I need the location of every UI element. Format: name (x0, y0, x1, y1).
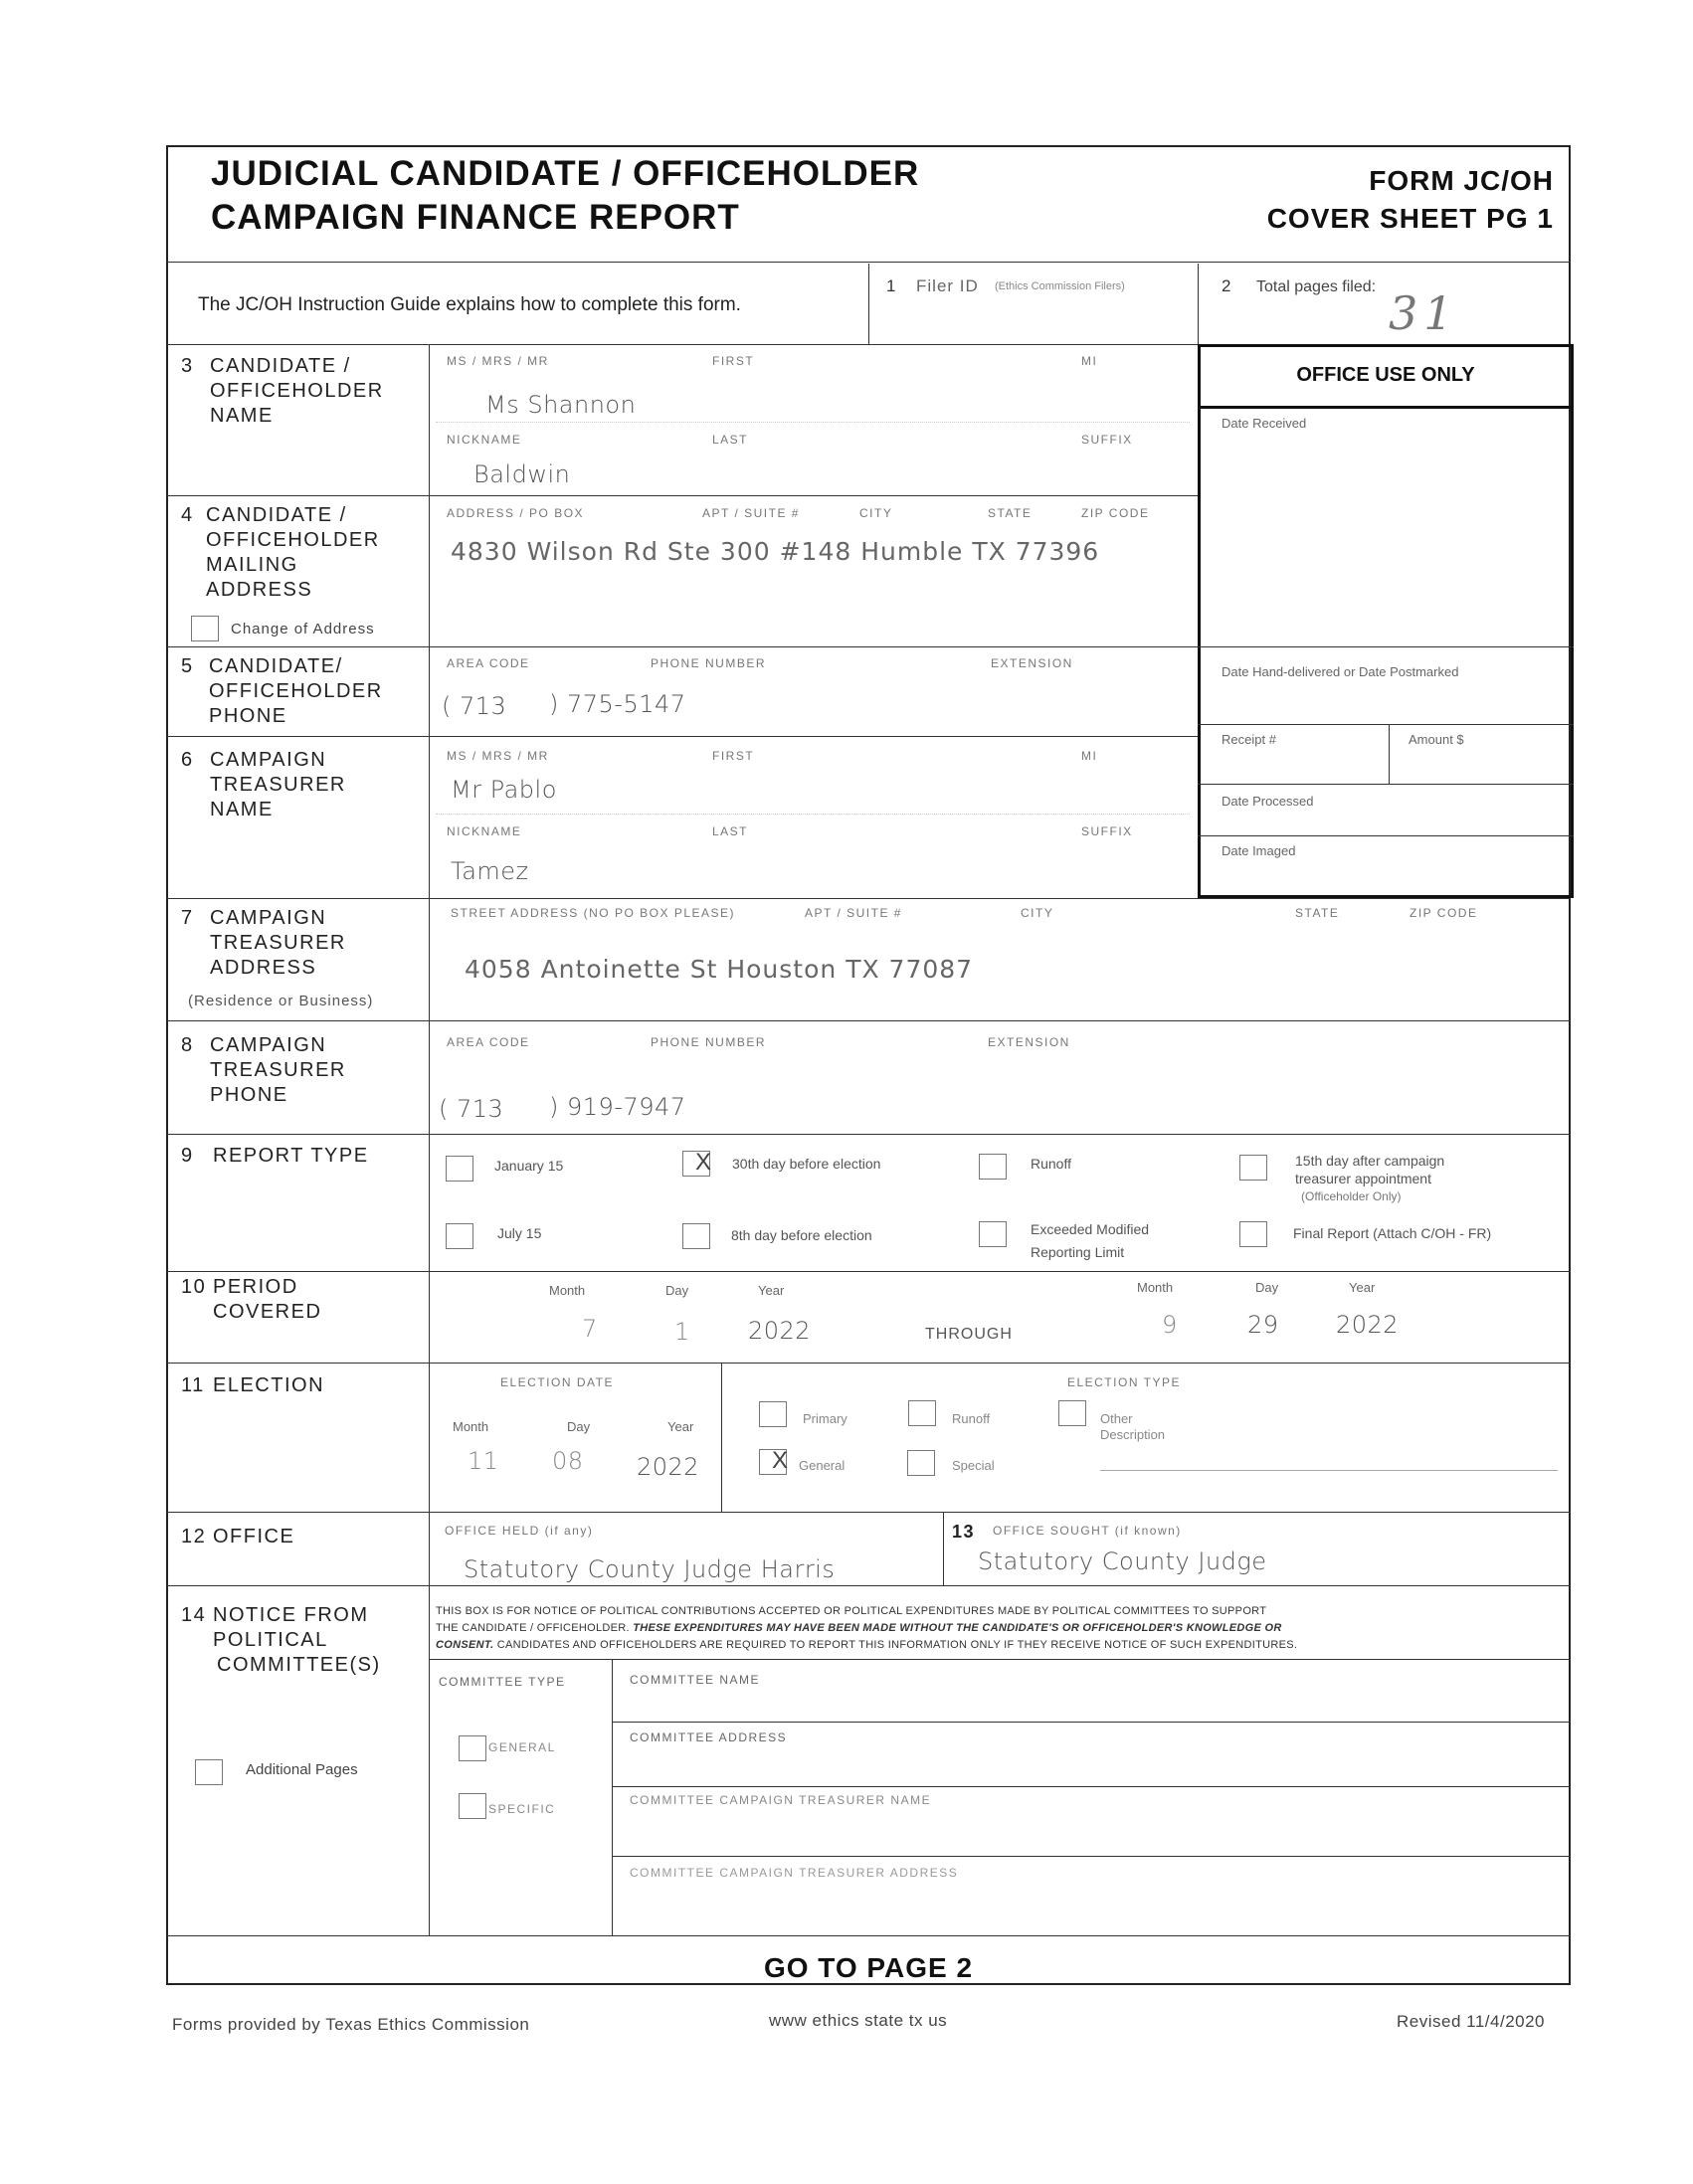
committee-name-label: COMMITTEE NAME (630, 1673, 760, 1687)
additional-pages-checkbox[interactable] (195, 1759, 223, 1785)
sec10-from-year-label: Year (758, 1283, 785, 1298)
sec11-label: ELECTION (213, 1374, 325, 1396)
go-to-page-2[interactable]: GO TO PAGE 2 (763, 1952, 974, 1983)
sec8-label-3: PHONE (210, 1084, 288, 1106)
office-sought-label: OFFICE SOUGHT (if known) (993, 1524, 1182, 1538)
election-other-label-2: Description (1100, 1427, 1166, 1442)
committee-address-label: COMMITTEE ADDRESS (630, 1730, 788, 1744)
date-processed-label: Date Processed (1222, 794, 1314, 809)
candidate-mailing-address[interactable]: 4830 Wilson Rd Ste 300 #148 Humble TX 77396 (451, 537, 1100, 566)
date-imaged-label: Date Imaged (1222, 843, 1296, 858)
report-runoff-label: Runoff (1031, 1156, 1071, 1172)
sec3-first-label: FIRST (712, 354, 755, 368)
sec3-label-3: NAME (210, 405, 274, 427)
sec5-ext-label: EXTENSION (991, 656, 1073, 670)
notice-line-3a: CONSENT. (436, 1639, 494, 1651)
footer-right: Revised 11/4/2020 (1397, 2012, 1546, 2031)
sec4-zip-label: ZIP CODE (1081, 506, 1150, 520)
date-hand-label: Date Hand-delivered or Date Postmarked (1222, 664, 1459, 679)
divider (943, 1512, 944, 1585)
sec5-area-label: AREA CODE (447, 656, 530, 670)
form-subtitle: COVER SHEET PG 1 (1266, 203, 1554, 234)
change-of-address-checkbox[interactable] (191, 616, 219, 641)
divider (1198, 406, 1574, 409)
candidate-area-code[interactable]: ( 713 (442, 692, 507, 720)
divider (166, 898, 1571, 899)
sec6-label-1: CAMPAIGN (210, 749, 327, 771)
sec3-label-1: CANDIDATE / (210, 355, 351, 377)
sec4-address-label: ADDRESS / PO BOX (447, 506, 585, 520)
sec10-to-day-label: Day (1255, 1280, 1279, 1295)
candidate-first-name[interactable]: Ms Shannon (485, 391, 637, 419)
sec14-label-3: COMMITTEE(S) (217, 1654, 381, 1676)
sec7-apt-label: APT / SUITE # (805, 906, 902, 920)
sec4-label-3: MAILING (206, 554, 298, 576)
report-30th-label: 30th day before election (732, 1156, 881, 1172)
committee-treasurer-label: COMMITTEE CAMPAIGN TREASURER NAME (630, 1793, 932, 1807)
sec3-num: 3 (181, 355, 194, 377)
report-final-checkbox[interactable] (1239, 1221, 1267, 1247)
filer-id-label: Filer ID (916, 276, 979, 295)
sec6-prefix-label: MS / MRS / MR (447, 749, 549, 763)
divider (166, 344, 1198, 345)
committee-treasurer-address-label: COMMITTEE CAMPAIGN TREASURER ADDRESS (630, 1866, 959, 1880)
sec6-suffix-label: SUFFIX (1081, 824, 1133, 838)
report-exceeded-checkbox[interactable] (979, 1221, 1007, 1247)
sec7-street-label: STREET ADDRESS (NO PO BOX PLEASE) (451, 906, 736, 920)
divider (612, 1856, 1571, 1857)
sec3-last-label: LAST (712, 433, 749, 447)
notice-line-3 (436, 1639, 1297, 1651)
divider (1198, 724, 1574, 725)
other-description-line (1100, 1470, 1558, 1471)
form-title-line1: JUDICIAL CANDIDATE / OFFICEHOLDER (211, 154, 920, 193)
total-pages-value[interactable]: 31 (1389, 286, 1459, 340)
sec6-num: 6 (181, 749, 194, 771)
treasurer-area-code[interactable]: ( 713 (439, 1095, 504, 1123)
period-to-month[interactable]: 9 (1162, 1311, 1178, 1339)
notice-line-2a: THE CANDIDATE / OFFICEHOLDER. (436, 1622, 634, 1634)
sec5-label-2: OFFICEHOLDER (209, 680, 383, 702)
period-to-year[interactable]: 2022 (1336, 1311, 1400, 1339)
election-runoff-label: Runoff (952, 1411, 991, 1426)
sec6-nickname-label: NICKNAME (447, 824, 522, 838)
report-final-label: Final Report (Attach C/OH - FR) (1293, 1225, 1492, 1241)
report-8th-label: 8th day before election (731, 1227, 872, 1243)
footer-center[interactable]: www ethics state tx us (769, 2011, 948, 2030)
divider (436, 814, 1190, 815)
election-other-label-1: Other (1100, 1411, 1133, 1426)
report-15th-label-2: treasurer appointment (1295, 1171, 1431, 1186)
divider (166, 1363, 1571, 1364)
sec8-phone-label: PHONE NUMBER (651, 1035, 767, 1049)
divider (612, 1659, 613, 1935)
sec3-prefix-label: MS / MRS / MR (447, 354, 549, 368)
sec11-type-label: ELECTION TYPE (1067, 1375, 1181, 1389)
instruction-text: The JC/OH Instruction Guide explains how to complete this form. (198, 294, 741, 315)
committee-specific-label: SPECIFIC (488, 1802, 556, 1816)
divider (612, 1722, 1571, 1723)
divider (166, 1134, 1571, 1135)
divider (1198, 835, 1574, 836)
divider (1198, 264, 1199, 345)
sec7-city-label: CITY (1021, 906, 1054, 920)
election-primary-label: Primary (803, 1411, 847, 1426)
notice-line-3b: CANDIDATES AND OFFICEHOLDERS ARE REQUIRED TO REPORT THIS INFORMATION ONLY IF THEY RECEIVE NOTICE OF SUCH EXPENDITURES. (493, 1639, 1298, 1651)
report-15th-label-3: (Officeholder Only) (1301, 1189, 1402, 1203)
sec8-ext-label: EXTENSION (988, 1035, 1070, 1049)
divider (436, 422, 1190, 423)
divider (166, 736, 1198, 737)
sec14-label-1: NOTICE FROM (213, 1604, 369, 1626)
total-pages-num: 2 (1222, 276, 1231, 295)
sec4-num: 4 (181, 504, 194, 526)
treasurer-last-name[interactable]: Tamez (451, 857, 529, 885)
sec3-mi-label: MI (1081, 354, 1098, 368)
sec7-label-3: ADDRESS (210, 957, 317, 979)
receipt-label: Receipt # (1222, 732, 1276, 747)
divider (429, 1659, 1571, 1660)
sec5-label-1: CANDIDATE/ (209, 655, 343, 677)
sec14-label-2: POLITICAL (213, 1629, 328, 1651)
divider (166, 1935, 1571, 1936)
treasurer-address[interactable]: 4058 Antoinette St Houston TX 77087 (465, 955, 974, 984)
sec7-label-1: CAMPAIGN (210, 907, 327, 929)
period-from-year[interactable]: 2022 (748, 1317, 812, 1345)
office-held-value[interactable]: Statutory County Judge Harris (464, 1555, 836, 1583)
notice-line-2 (436, 1622, 1282, 1634)
election-special-checkbox[interactable] (907, 1450, 935, 1476)
sec13-num: 13 (952, 1522, 976, 1542)
sec9-num: 9 (181, 1145, 194, 1167)
sec8-num: 8 (181, 1034, 194, 1056)
sec8-label-2: TREASURER (210, 1059, 346, 1081)
office-use-title: OFFICE USE ONLY (1296, 364, 1475, 386)
sec14-num: 14 (181, 1604, 207, 1626)
sec4-label-1: CANDIDATE / (206, 504, 347, 526)
sec10-to-year-label: Year (1349, 1280, 1376, 1295)
sec6-label-2: TREASURER (210, 774, 346, 796)
report-15th-checkbox[interactable] (1239, 1155, 1267, 1181)
sec11-year-label: Year (667, 1419, 694, 1434)
office-sought-value[interactable]: Statutory County Judge (978, 1547, 1267, 1575)
sec6-mi-label: MI (1081, 749, 1098, 763)
treasurer-first-name[interactable]: Mr Pablo (451, 776, 557, 804)
report-jan15-checkbox[interactable] (446, 1156, 473, 1182)
election-runoff-checkbox[interactable] (908, 1400, 936, 1426)
date-received-label: Date Received (1222, 416, 1307, 431)
report-exceeded-label-2: Reporting Limit (1031, 1244, 1125, 1260)
sec4-city-label: CITY (859, 506, 893, 520)
sec3-nickname-label: NICKNAME (447, 433, 522, 447)
election-special-label: Special (952, 1458, 995, 1473)
sec7-label-2: TREASURER (210, 932, 346, 954)
sec11-month-label: Month (453, 1419, 489, 1434)
period-from-month[interactable]: 7 (582, 1315, 598, 1343)
election-primary-checkbox[interactable] (759, 1401, 787, 1427)
sec11-date-label: ELECTION DATE (500, 1375, 614, 1389)
sec6-first-label: FIRST (712, 749, 755, 763)
report-jul15-label: July 15 (497, 1225, 542, 1241)
report-30th-mark: X (695, 1149, 712, 1176)
report-15th-label-1: 15th day after campaign (1295, 1153, 1445, 1169)
sec5-label-3: PHONE (209, 705, 287, 727)
sec3-suffix-label: SUFFIX (1081, 433, 1133, 447)
amount-label: Amount $ (1409, 732, 1464, 747)
sec4-apt-label: APT / SUITE # (702, 506, 800, 520)
election-year[interactable]: 2022 (637, 1453, 700, 1481)
divider (166, 1512, 1571, 1513)
committee-general-label: GENERAL (488, 1740, 556, 1754)
total-pages-label: Total pages filed: (1256, 278, 1377, 295)
sec12-label: OFFICE (213, 1526, 295, 1547)
form-number: FORM JC/OH (1369, 165, 1554, 196)
divider (1389, 724, 1390, 784)
change-of-address-label: Change of Address (231, 621, 375, 637)
divider (166, 646, 1198, 647)
divider (1198, 784, 1574, 785)
sec10-num: 10 (181, 1276, 207, 1298)
candidate-phone-number[interactable]: ) 775-5147 (549, 690, 686, 718)
election-general-mark: X (772, 1447, 789, 1474)
sec12-num: 12 (181, 1526, 207, 1547)
candidate-last-name[interactable]: Baldwin (473, 460, 571, 488)
divider (612, 1786, 1571, 1787)
sec11-day-label: Day (567, 1419, 591, 1434)
sec7-sub: (Residence or Business) (188, 993, 374, 1009)
sec4-label-4: ADDRESS (206, 579, 313, 601)
divider (166, 1271, 1571, 1272)
divider (721, 1363, 722, 1512)
sec6-last-label: LAST (712, 824, 749, 838)
committee-general-checkbox[interactable] (459, 1735, 486, 1761)
footer-left: Forms provided by Texas Ethics Commission (172, 2015, 530, 2034)
office-held-label: OFFICE HELD (if any) (445, 1524, 594, 1538)
sec7-zip-label: ZIP CODE (1410, 906, 1478, 920)
divider (868, 264, 869, 345)
period-through-label: THROUGH (925, 1326, 1013, 1343)
election-general-label: General (799, 1458, 846, 1473)
report-8th-checkbox[interactable] (682, 1223, 710, 1249)
divider (166, 1585, 1571, 1586)
sec8-area-label: AREA CODE (447, 1035, 530, 1049)
sec10-from-day-label: Day (665, 1283, 689, 1298)
sec8-label-1: CAMPAIGN (210, 1034, 327, 1056)
notice-line-1: THIS BOX IS FOR NOTICE OF POLITICAL CONTRIBUTIONS ACCEPTED OR POLITICAL EXPENDITURES MADE BY POLITICAL COMMITTEES TO SUPPORT (436, 1605, 1267, 1617)
divider (166, 495, 1198, 496)
sec10-from-month-label: Month (549, 1283, 586, 1298)
report-exceeded-label-1: Exceeded Modified (1031, 1221, 1150, 1237)
filer-id-sublabel: (Ethics Commission Filers) (995, 280, 1125, 292)
divider (429, 344, 430, 1935)
sec7-num: 7 (181, 907, 194, 929)
period-from-day[interactable]: 1 (674, 1318, 690, 1346)
sec10-to-month-label: Month (1137, 1280, 1174, 1295)
election-month[interactable]: 11 (468, 1447, 499, 1475)
form-title-line2: CAMPAIGN FINANCE REPORT (211, 198, 740, 237)
sec4-state-label: STATE (988, 506, 1033, 520)
divider (1198, 646, 1574, 647)
additional-pages-label: Additional Pages (246, 1761, 358, 1778)
treasurer-phone-number[interactable]: ) 919-7947 (549, 1093, 686, 1121)
divider (166, 262, 1571, 263)
committee-type-label: COMMITTEE TYPE (439, 1675, 566, 1689)
sec7-state-label: STATE (1295, 906, 1340, 920)
sec6-label-3: NAME (210, 799, 274, 820)
sec5-phone-label: PHONE NUMBER (651, 656, 767, 670)
election-day[interactable]: 08 (552, 1447, 584, 1475)
report-runoff-checkbox[interactable] (979, 1154, 1007, 1180)
committee-specific-checkbox[interactable] (459, 1793, 486, 1819)
filer-id-num: 1 (886, 276, 896, 295)
sec9-label: REPORT TYPE (213, 1145, 369, 1167)
sec4-label-2: OFFICEHOLDER (206, 529, 380, 551)
sec3-label-2: OFFICEHOLDER (210, 380, 384, 402)
sec10-label-2: COVERED (213, 1301, 322, 1323)
sec11-num: 11 (181, 1374, 205, 1396)
sec10-label-1: PERIOD (213, 1276, 298, 1298)
report-jan15-label: January 15 (494, 1158, 564, 1174)
period-to-day[interactable]: 29 (1247, 1311, 1279, 1339)
notice-line-2b: THESE EXPENDITURES MAY HAVE BEEN MADE WITHOUT THE CANDIDATE'S OR OFFICEHOLDER'S KNOWLEDGE OR (633, 1622, 1282, 1634)
election-other-checkbox[interactable] (1058, 1400, 1086, 1426)
sec5-num: 5 (181, 655, 194, 677)
report-jul15-checkbox[interactable] (446, 1223, 473, 1249)
divider (166, 1020, 1571, 1021)
